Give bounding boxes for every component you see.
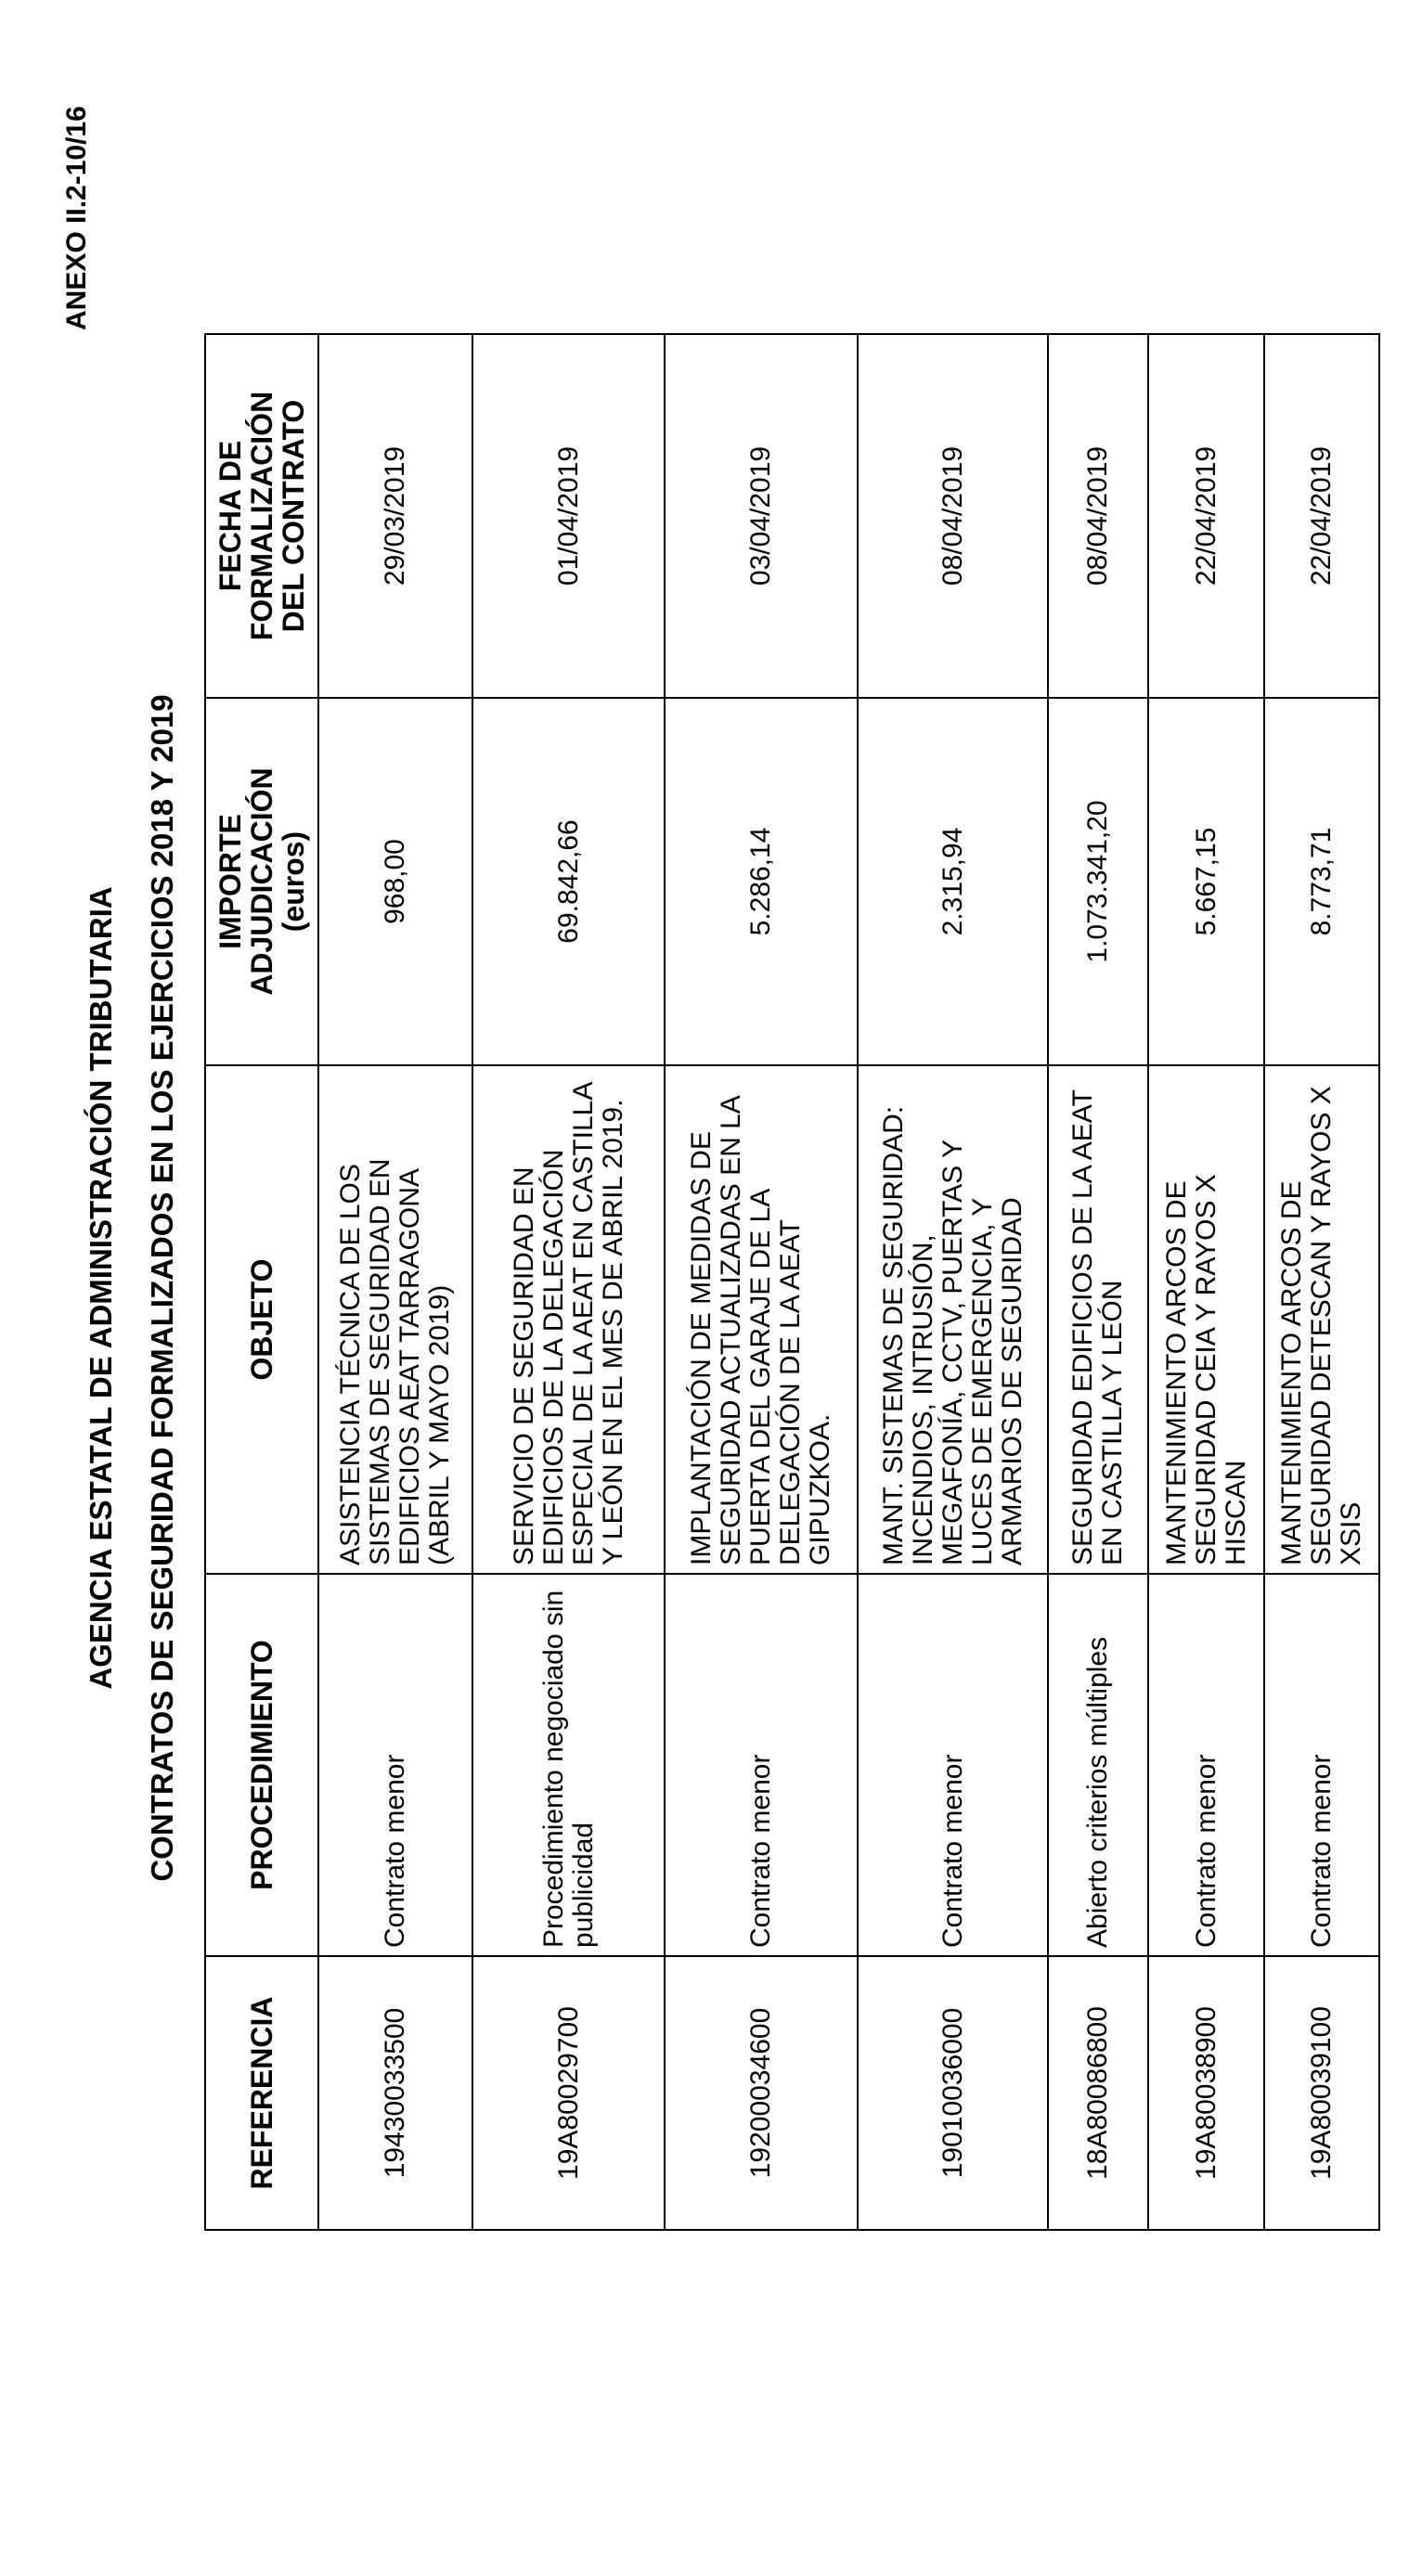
cell-importe: 5.667,15 xyxy=(1148,698,1264,1065)
cell-importe: 968,00 xyxy=(318,698,472,1065)
cell-importe: 5.286,14 xyxy=(665,698,858,1065)
cell-procedimiento: Contrato menor xyxy=(318,1574,472,1956)
cell-objeto: MANTENIMIENTO ARCOS DE SEGURIDAD DETESCAN Y RAYOS X XSIS xyxy=(1264,1065,1379,1574)
header-referencia: REFERENCIA xyxy=(205,1956,318,2230)
table-row xyxy=(472,334,665,2230)
cell-objeto: MANT. SISTEMAS DE SEGURIDAD: INCENDIOS, INTRUSIÓN, MEGAFONÍA, CCTV, PUERTAS Y LUCES DE EMERGENCIA, Y ARMARIOS DE SEGURIDAD xyxy=(858,1065,1048,1574)
cell-objeto: SEGURIDAD EDIFICIOS DE LA AEAT EN CASTILLA Y LEÓN xyxy=(1048,1065,1148,1574)
header-fecha-line2: FORMALIZACIÓN xyxy=(245,391,278,641)
cell-fecha: 22/04/2019 xyxy=(1148,334,1264,698)
cell-procedimiento: Procedimiento negociado sin publicidad xyxy=(472,1574,665,1956)
cell-referencia: 18A80086800 xyxy=(1048,1956,1148,2230)
contracts-table xyxy=(204,333,1380,2231)
cell-objeto: MANTENIMIENTO ARCOS DE SEGURIDAD CEIA Y RAYOS X HISCAN xyxy=(1148,1065,1264,1574)
cell-fecha: 29/03/2019 xyxy=(318,334,472,698)
cell-fecha: 01/04/2019 xyxy=(472,334,665,698)
header-procedimiento: PROCEDIMIENTO xyxy=(205,1574,318,1956)
table-row xyxy=(665,334,858,2230)
table-row xyxy=(858,334,1048,2230)
document-subtitle: CONTRATOS DE SEGURIDAD FORMALIZADOS EN LOS EJERCICIOS 2018 Y 2019 xyxy=(145,694,179,1882)
header-objeto: OBJETO xyxy=(205,1065,318,1574)
cell-procedimiento: Contrato menor xyxy=(858,1574,1048,1956)
cell-referencia: 19430033500 xyxy=(318,1956,472,2230)
header-importe xyxy=(205,698,318,1065)
cell-objeto: ASISTENCIA TÉCNICA DE LOS SISTEMAS DE SEGURIDAD EN EDIFICIOS AEAT TARRAGONA (ABRIL Y MAYO 2019) xyxy=(318,1065,472,1574)
cell-procedimiento: Contrato menor xyxy=(665,1574,858,1956)
cell-procedimiento: Contrato menor xyxy=(1264,1574,1379,1956)
cell-importe: 8.773,71 xyxy=(1264,698,1379,1065)
cell-objeto: SERVICIO DE SEGURIDAD EN EDIFICIOS DE LA DELEGACIÓN ESPECIAL DE LA AEAT EN CASTILLA Y LEÓN EN EL MES DE ABRIL 2019. xyxy=(472,1065,665,1574)
cell-fecha: 08/04/2019 xyxy=(858,334,1048,698)
header-importe-line2: ADJUDICACIÓN xyxy=(245,767,278,996)
header-importe-line3: (euros) xyxy=(277,831,310,933)
header-fecha-line3: DEL CONTRATO xyxy=(277,399,310,633)
header-fecha xyxy=(205,334,318,698)
cell-procedimiento: Abierto criterios múltiples xyxy=(1048,1574,1148,1956)
cell-importe: 2.315,94 xyxy=(858,698,1048,1065)
cell-procedimiento: Contrato menor xyxy=(1148,1574,1264,1956)
header-importe-line1: IMPORTE xyxy=(213,814,247,949)
cell-objeto: IMPLANTACIÓN DE MEDIDAS DE SEGURIDAD ACTUALIZADAS EN LA PUERTA DEL GARAJE DE LA DELEGACIÓN DE LA AEAT GIPUZKOA. xyxy=(665,1065,858,1574)
table-row xyxy=(1264,334,1379,2230)
cell-fecha: 08/04/2019 xyxy=(1048,334,1148,698)
cell-referencia: 19200034600 xyxy=(665,1956,858,2230)
cell-referencia: 19010036000 xyxy=(858,1956,1048,2230)
cell-referencia: 19A80039100 xyxy=(1264,1956,1379,2230)
header-fecha-line1: FECHA DE xyxy=(213,440,247,592)
cell-importe: 69.842,66 xyxy=(472,698,665,1065)
cell-referencia: 19A80038900 xyxy=(1148,1956,1264,2230)
cell-fecha: 03/04/2019 xyxy=(665,334,858,698)
table-row xyxy=(1048,334,1148,2230)
table-header-row xyxy=(205,334,318,2230)
table-row xyxy=(1148,334,1264,2230)
cell-importe: 1.073.341,20 xyxy=(1048,698,1148,1065)
cell-fecha: 22/04/2019 xyxy=(1264,334,1379,698)
document-title: AGENCIA ESTATAL DE ADMINISTRACIÓN TRIBUTARIA xyxy=(84,886,118,1690)
table-row xyxy=(318,334,472,2230)
annex-label: ANEXO II.2-10/16 xyxy=(61,106,92,330)
cell-referencia: 19A80029700 xyxy=(472,1956,665,2230)
